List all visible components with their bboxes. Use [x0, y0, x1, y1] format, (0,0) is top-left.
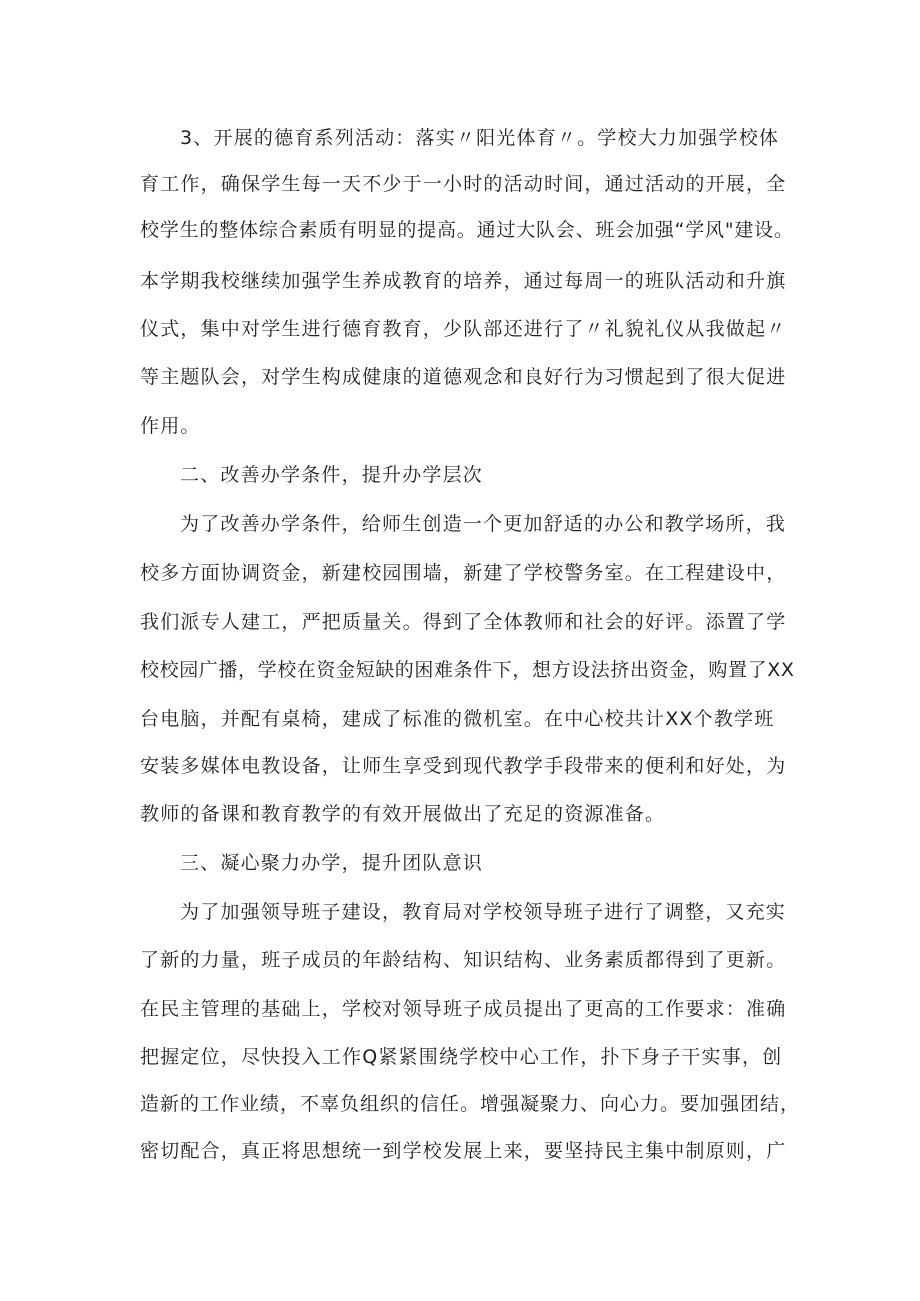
text-line: 本学期我校继续加强学生养成教育的培养，通过每周一的班队活动和升旗 — [140, 270, 787, 292]
text-line: 仪式，集中对学生进行德育教育，少队部还进行了〃礼貌礼仪从我做起〃 — [140, 318, 787, 340]
text-line: 造新的工作业绩，不辜负组织的信任。增强凝聚力、向心力。要加强团结， — [140, 1093, 801, 1115]
section-heading: 三、凝心聚力办学，提升团队意识 — [180, 852, 484, 874]
text-line: 我们派专人建工，严把质量关。得到了全体教师和社会的好评。添置了学 — [140, 611, 787, 633]
text-line: 3、开展的德育系列活动：落实〃阳光体育〃。学校大力加强学校体 — [180, 127, 780, 149]
text-line: 把握定位，尽快投入工作Q紧紧围绕学校中心工作，扑下身子干实事，创 — [140, 1046, 783, 1068]
text-line: 安装多媒体电教设备，让师生享受到现代教学手段带来的便利和好处，为 — [140, 755, 787, 777]
section-heading: 二、改善办学条件，提升办学层次 — [180, 464, 484, 486]
text-line: 校学生的整体综合素质有明显的提高。通过大队会、班会加强“学风"建设。 — [140, 219, 794, 241]
text-line: 作用。 — [140, 415, 201, 437]
text-line: 密切配合，真正将思想统一到学校发展上来，要坚持民主集中制原则，广 — [140, 1140, 787, 1162]
text-line: 等主题队会，对学生构成健康的道德观念和良好行为习惯起到了很大促进 — [140, 366, 787, 388]
text-line: 在民主管理的基础上，学校对领导班子成员提出了更高的工作要求：准确 — [140, 998, 787, 1020]
text-line: 为了改善办学条件，给师生创造一个更加舒适的办公和教学场所，我 — [180, 513, 787, 535]
text-line: 为了加强领导班子建设，教育局对学校领导班子进行了调整，又充实 — [180, 901, 787, 923]
text-line: 教师的备课和教育教学的有效开展做出了充足的资源准备。 — [140, 803, 666, 825]
text-line: 了新的力量，班子成员的年龄结构、知识结构、业务素质都得到了更新。 — [140, 949, 787, 971]
text-line: 台电脑，并配有桌椅，建成了标准的微机室。在中心校共计XX个教学班 — [140, 708, 775, 730]
text-line: 育工作，确保学生每一天不少于一小时的活动时间，通过活动的开展，全 — [140, 173, 787, 195]
text-line: 校校园广播，学校在资金短缺的困难条件下，想方设法挤出资金，购置了XX — [140, 659, 795, 681]
text-line: 校多方面协调资金，新建校园围墙，新建了学校警务室。在工程建设中， — [140, 562, 787, 584]
